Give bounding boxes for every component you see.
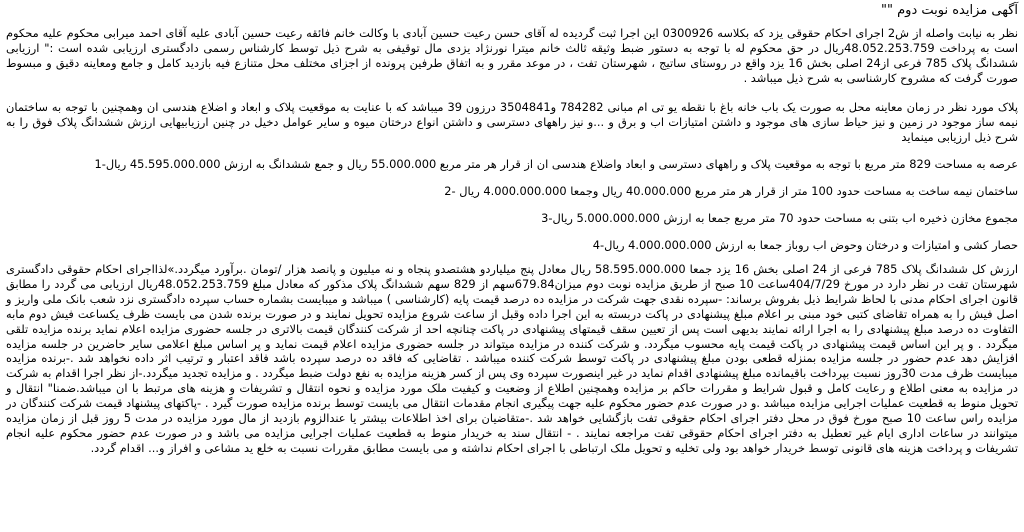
valuation-item-fencing-trees: حصار کشی و امتیازات و درختان وحوض اب روباز جمعا به ارزش 4.000.000.000 ریال-4 bbox=[592, 238, 1018, 252]
valuation-item-water-tanks: مجموع مخازن ذخیره اب بتنی به مساحت حدود 70 متر مربع جمعا به ارزش 5.000.000.000 ریال-3 bbox=[541, 211, 1018, 225]
property-description-paragraph: پلاک مورد نظر در زمان معاینه محل به صورت یک باب خانه باغ با نقطه یو تی ام مبانی 784282 و3504841 درزون 39 میباشد که با عنایت به موقعیت پلاک و ابعاد و اضلاع هندسی ان وهمچنین با توجه به ساختمان نیمه ساز موجود در زمین و نیز حیاط سازی های موجود و داشتن امتیازات اب و برق و ...و نیز راههای دسترسی و داشتن انواع درختان میوه و سایر عوامل دخیل در چنین ارزیابیهایی ارزش ششدانگ پلاک فوق را به شرح ذیل ارزیابی مینماید bbox=[6, 100, 1018, 144]
intro-paragraph: نظر به نیابت واصله از ش2 اجرای احکام حقوقی یزد که بکلاسه 0300926 این اجرا ثبت گردیده له آقای حسن رعیت حسین آبادی با وکالت خانم فائقه رعیت حسین آبادی علیه آقای احمد میرابی محکوم علیه محکوم است به پرداخت 48.052.253.759ریال در حق محکوم له با توجه به دستور ضبط وثیقه ثالث خانم میترا نورنژاد یزدی مال توقیفی به شرح ذیل توسط کارشناس رسمی دادگستری ارزیابی شده است :" ارزیابی ششدانگ پلاک 785 فرعی از24 اصلی بخش 16 یزد واقع در روستای ساتیج ، شهرستان تفت ، در موعد مقرر و به اتفاق طرفین پرونده از اجزای مختلف محل متنازع فیه بازدید کامل و جامع ومعاینه دقیق و مبسوط صورت گرفت که مشروح کارشناسی به شرح ذیل میباشد . bbox=[6, 26, 1019, 85]
notice-title: آگهی مزایده نوبت دوم "" bbox=[881, 3, 1018, 18]
valuation-item-building: ساختمان نیمه ساخت به مساحت حدود 100 متر از قرار هر متر مربع 40.000.000 ریال وجمعا 4.000.000.000 ریال -2 bbox=[444, 184, 1018, 198]
valuation-item-land: عرصه به مساحت 829 متر مربع با توجه به موقعیت پلاک و راههای دسترسی و ابعاد واضلاع هندسی ان از قرار هر متر مربع 55.000.000 ریال و جمع ششدانگ به ارزش 45.595.000.000 ریال-1 bbox=[94, 157, 1018, 171]
auction-terms-paragraph: ارزش کل ششدانگ پلاک 785 فرعی از 24 اصلی بخش 16 یزد جمعا 58.595.000.000 ریال معادل پنج میلیاردو هشتصدو پنجاه و نه میلیون و پانصد هزار /تومان .برآورد میگردد.»لذااجرای احکام حقوقی دادگستری شهرستان تفت در نظر دارد در مورخ 404/7/29ساعت 10 صبح از طریق مزایده نوبت دوم میزان679.84سهم از 829 سهم ششدانگ پلاک مذکور که معادل مبلغ 48.052.253.759ریال ارزیابی می گردد را مطابق قانون اجرای احکام مدنی با لحاظ شرایط ذیل بفروش برساند: -سپرده نقدی جهت شرکت در مزایده ده درصد قیمت پایه (کارشناسی ) میباشد و میبایست بشماره حساب سپرده دادگستری نزد شعب بانک ملی واریز و اصل فیش را به همراه تقاضای کتبی خود مبنی بر اعلام مبلغ پیشنهادی در پاکت دربسته به این اجرا داده وقبل از ساعت شروع مزایده تحویل نمایند و در صورت برنده شدن می بایست ظرف یکساعت فیش دوم مابه التفاوت ده درصد مبلغ پیشنهادی را به اجرا ارائه نمایند بدیهی است پس از تعیین سقف قیمتهای پیشنهادی در پاکت چنانچه احد از شرکت کنندگان قیمت بالاتری در جلسه حضوری مزایده اعلام نماید برنده مزایده تلقی میگردد . و پر این اساس قیمت پیشنهادی در پاکت قیمت پایه محسوب میگردد. و شرکت کننده در مزایده میتواند در جلسه حضوری مزایده اعلام قیمت نماید و پر اساس مبلغ اعلامی سایر حاضرین در جلسه مزایده افزایش دهد عدم حضور در جلسه مزایده بمنزله قطعی بودن مبلغ پیشنهادی در پاکت توسط شرکت کننده میباشد . تقاضایی که فاقد ده درصد سپرده باشد فاقد اعتبار و ترتیب اثر داده نخواهد شد .-برنده مزایده میبایست ظرف مدت 30روز نسبت بپرداخت باقیمانده مبلغ پیشنهادی اقدام نماید در غیر اینصورت سپرده وی پس از کسر هزینه مزایده به نفع دولت ضبط میگردد . و مزایده تجدید میگردد.-از نظر اجرا اقدام به شرکت در مزایده به معنی اطلاع و رعایت کامل و قبول شرایط و مقررات حاکم بر مزایده وهمچنین اطلاع از وضعیت و کیفیت ملک مورد مزایده و نحوه انتقال و تشریفات و هزینه های مرتبط با ان میباشد.ضمنا" انتقال و تحویل منوط به قطعیت عملیات اجرایی مزایده میباشد .و در صورت عدم حضور محکوم علیه جهت پیگیری انجام مقدمات انتقال می بایست توسط برنده مزایده صورت گیرد . -پاکتهای پیشنهاد قیمت شرکت کنندگان در مزایده راس ساعت 10 صبح مورخ فوق در محل دفتر اجرای احکام حقوقی تفت بازگشایی خواهد شد .-متقاضیان برای اخذ اطلاعات بیشتر یا عندالزوم بازدید از مال مورد مزایده در مدت 5 روز قبل از زمان مزایده میتوانند در ساعات اداری ایام غیر تعطیل به دفتر اجرای احکام حقوقی تفت مراجعه نمایند . - انتقال سند به خریدار منوط به قطعیت عملیات اجرایی مزایده می باشد و در صورت عدم حضور محکوم علیه انجام تشریفات و پرداخت هزینه های قانونی توسط خریدار خواهد بود ولی تخلیه و تحویل ملک ارتباطی با اجرای احکام نداشته و می بایست مطابق مقررات نسبت به خلع ید مشاعی و افراز و... اقدام گردد. bbox=[6, 262, 1018, 455]
